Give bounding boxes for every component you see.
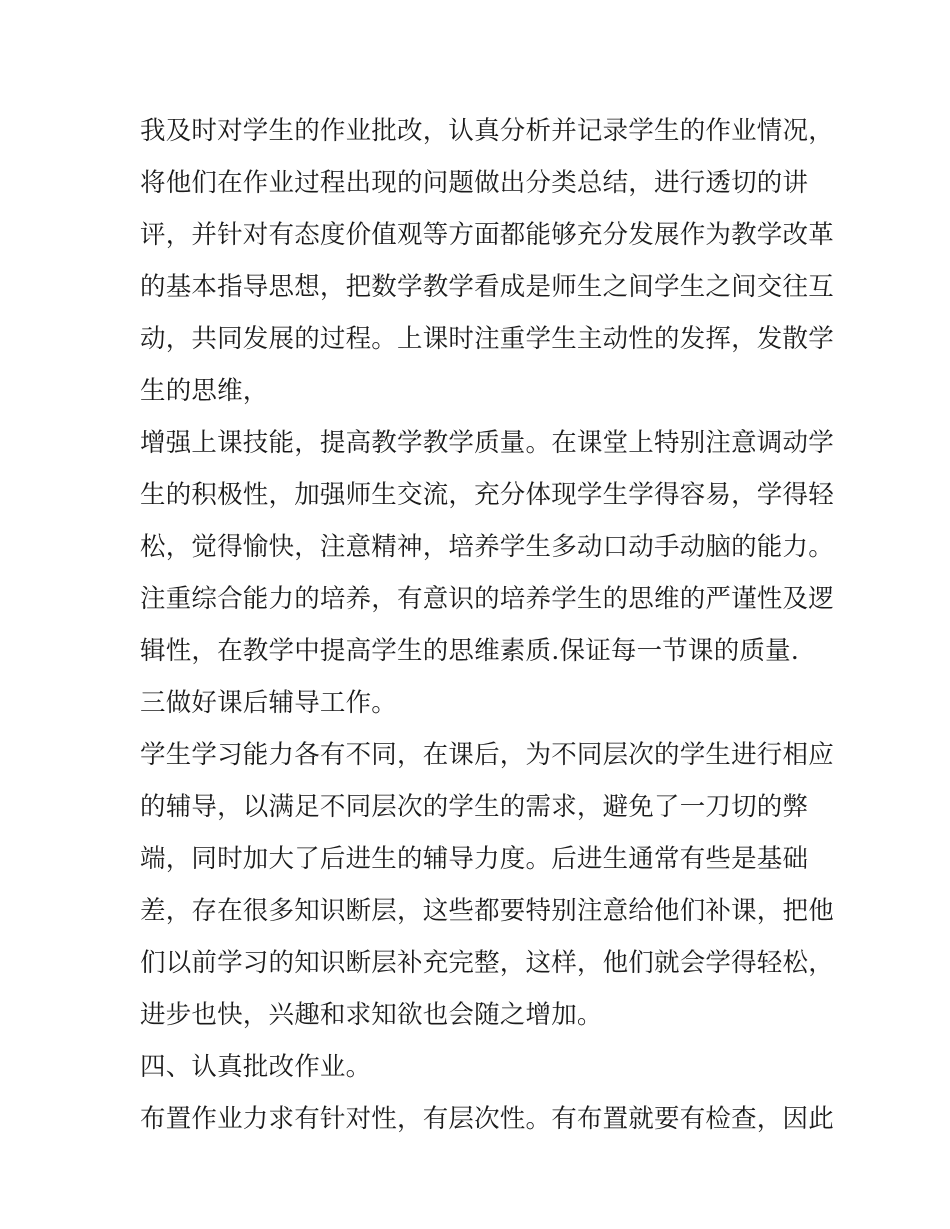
text-line: 注重综合能力的培养，有意识的培养学生的思维的严谨性及逻	[140, 584, 834, 614]
body-text	[140, 105, 834, 1145]
text-line: 辑性，在教学中提高学生的思维素质.保证每一节课的质量.	[140, 636, 800, 666]
text-line: 将他们在作业过程出现的问题做出分类总结，进行透切的讲	[140, 168, 809, 198]
text-line: 的辅导，以满足不同层次的学生的需求，避免了一刀切的弊	[140, 792, 809, 822]
text-line: 评，并针对有态度价值观等方面都能够充分发展作为教学改革	[140, 220, 834, 250]
text-line: 的基本指导思想，把数学教学看成是师生之间学生之间交往互	[140, 272, 834, 302]
text-line: 增强上课技能，提高教学教学质量。在课堂上特别注意调动学	[140, 428, 834, 458]
text-line: 动，共同发展的过程。上课时注重学生主动性的发挥，发散学	[140, 324, 834, 354]
text-line: 们以前学习的知识断层补充完整，这样，他们就会学得轻松，	[140, 948, 834, 978]
section-heading: 四、认真批改作业。	[140, 1052, 372, 1082]
text-line: 差，存在很多知识断层，这些都要特别注意给他们补课，把他	[140, 896, 834, 926]
text-line: 进步也快，兴趣和求知欲也会随之增加。	[140, 1000, 603, 1030]
text-line: 我及时对学生的作业批改，认真分析并记录学生的作业情况，	[140, 116, 834, 146]
text-line: 松，觉得愉快，注意精神，培养学生多动口动手动脑的能力。	[140, 532, 834, 562]
text-line: 学生学习能力各有不同，在课后，为不同层次的学生进行相应	[140, 740, 834, 770]
text-line: 生的思维，	[140, 376, 269, 406]
text-line: 布置作业力求有针对性，有层次性。有布置就要有检查，因此	[140, 1104, 834, 1134]
section-heading: 三做好课后辅导工作。	[140, 688, 398, 718]
text-line: 端，同时加大了后进生的辅导力度。后进生通常有些是基础	[140, 844, 809, 874]
text-line: 生的积极性，加强师生交流，充分体现学生学得容易，学得轻	[140, 480, 834, 510]
